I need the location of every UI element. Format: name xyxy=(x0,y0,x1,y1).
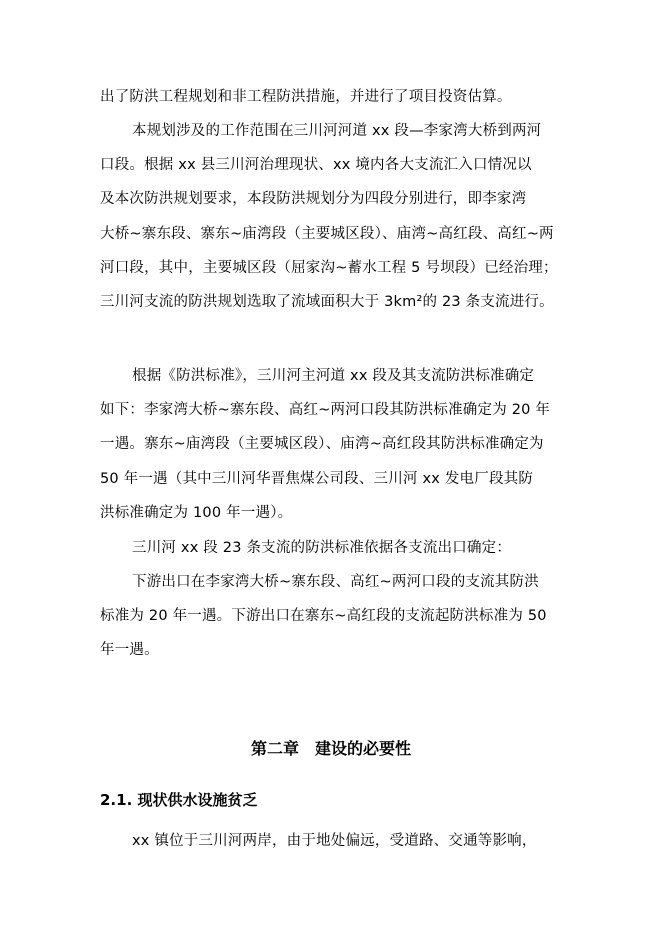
paragraph-3-line-4: 50 年一遇（其中三川河华晋焦煤公司段、三川河 xx 发电厂段其防 xyxy=(100,471,534,487)
paragraph-2-line-3: 及本次防洪规划要求，本段防洪规划分为四段分别进行，即李家湾 xyxy=(100,191,527,207)
paragraph-2-line-6: 三川河支流的防洪规划选取了流域面积大于 3km²的 23 条支流进行。 xyxy=(100,294,554,310)
paragraph-5-line-1: 下游出口在李家湾大桥~寨东段、高红~两河口段的支流其防洪 xyxy=(132,574,539,590)
paragraph-3-line-5: 洪标准确定为 100 年一遇）。 xyxy=(100,505,293,521)
chapter-heading: 第二章 建设的必要性 xyxy=(250,739,411,758)
paragraph-2-line-4: 大桥~寨东段、寨东~庙湾段（主要城区段）、庙湾~高红段、高红~两 xyxy=(100,226,554,242)
paragraph-3-line-1: 根据《防洪标准》，三川河主河道 xx 段及其支流防洪标准确定 xyxy=(132,368,535,384)
paragraph-5-line-3: 年一遇。 xyxy=(100,642,159,658)
paragraph-5-line-2: 标准为 20 年一遇。下游出口在寨东~高红段的支流起防洪标准为 50 xyxy=(100,608,547,624)
section-heading: 2.1. 现状供水设施贫乏 xyxy=(100,791,258,809)
paragraph-2-line-2: 口段。根据 xx 县三川河治理现状、xx 境内各大支流汇入口情况以 xyxy=(100,157,532,173)
paragraph-6-line-1: xx 镇位于三川河两岸，由于地处偏远，受道路、交通等影响， xyxy=(132,833,537,849)
paragraph-4-line-1: 三川河 xx 段 23 条支流的防洪标准依据各支流出口确定： xyxy=(132,540,512,556)
paragraph-1-line-1: 出了防洪工程规划和非工程防洪措施，并进行了项目投资估算。 xyxy=(100,89,512,105)
paragraph-2-line-1: 本规划涉及的工作范围在三川河河道 xx 段—李家湾大桥到两河 xyxy=(132,123,542,139)
paragraph-3-line-2: 如下：李家湾大桥~寨东段、高红~两河口段其防洪标准确定为 20 年 xyxy=(100,402,551,418)
paragraph-3-line-3: 一遇。寨东~庙湾段（主要城区段）、庙湾~高红段其防洪标准确定为 xyxy=(100,436,544,452)
paragraph-2-line-5: 河口段，其中，主要城区段（屈家沟~蓄水工程 5 号坝段）已经治理； xyxy=(100,260,558,276)
